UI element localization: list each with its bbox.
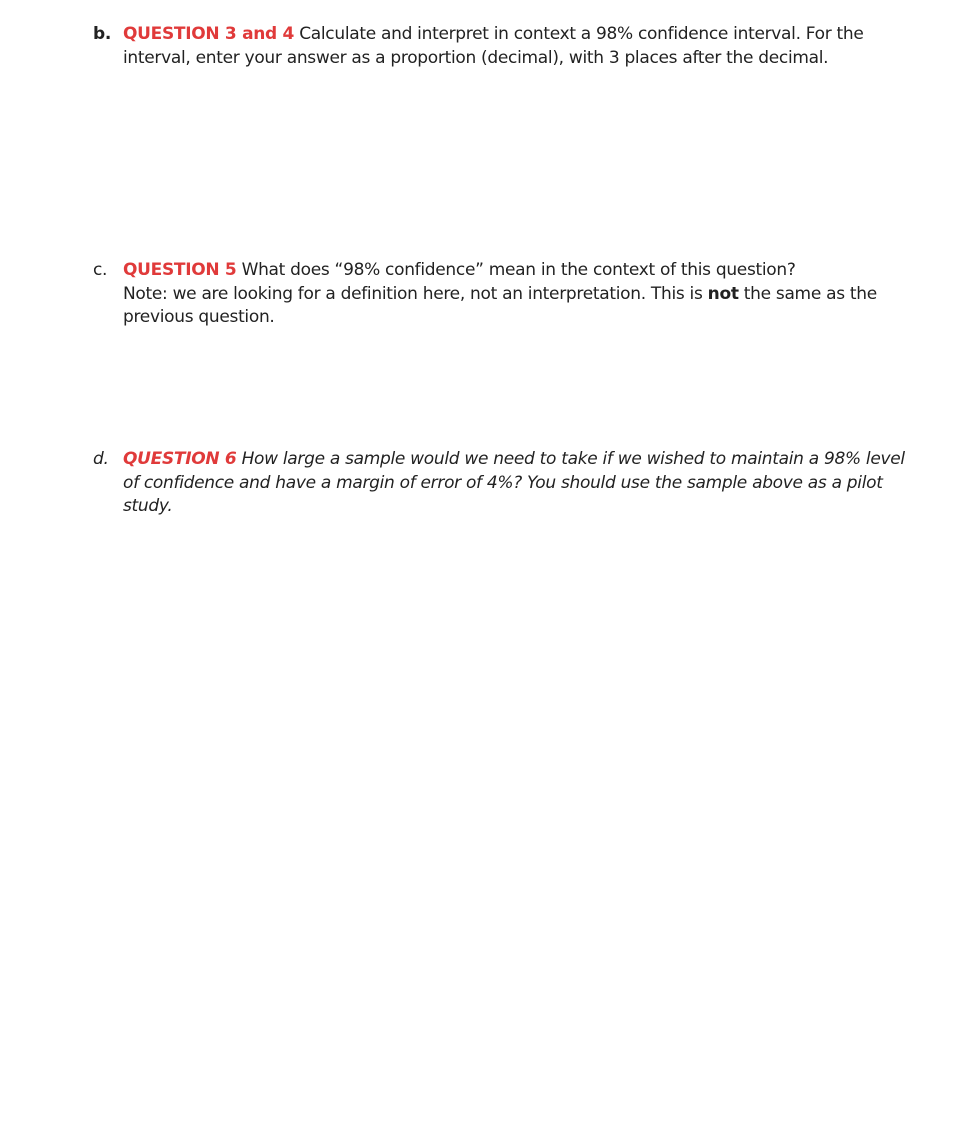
question-c-note-after: the same as the previous question. (123, 283, 877, 327)
question-c-text-block (123, 259, 923, 330)
question-d-label: QUESTION 6 (123, 449, 237, 469)
question-d-text-block (123, 448, 923, 519)
question-c-label: QUESTION 5 (123, 260, 237, 280)
question-d-text: How large a sample would we need to take if we wished to maintain a 98% level of confidence and have a margin of error of 4%? You should use the sample above as a pilot study. (123, 449, 905, 516)
question-b-text-block (123, 23, 923, 70)
question-c-marker: c. (93, 260, 108, 280)
question-b (93, 23, 923, 70)
question-c-note-bold: not (707, 283, 739, 304)
question-c-text: What does “98% confidence” mean in the context of this question? (241, 260, 796, 280)
question-b-label: QUESTION 3 and 4 (123, 24, 295, 44)
question-d-marker: d. (93, 449, 109, 469)
question-b-text: Calculate and interpret in context a 98% confidence interval. For the interval, enter your answer as a proportion (decimal), with 3 places after the decimal. (123, 24, 864, 68)
question-b-marker: b. (93, 24, 112, 44)
question-d (93, 448, 923, 519)
question-c (93, 259, 923, 330)
question-c-note-before: Note: we are looking for a definition here, not an interpretation. This is (123, 283, 703, 304)
